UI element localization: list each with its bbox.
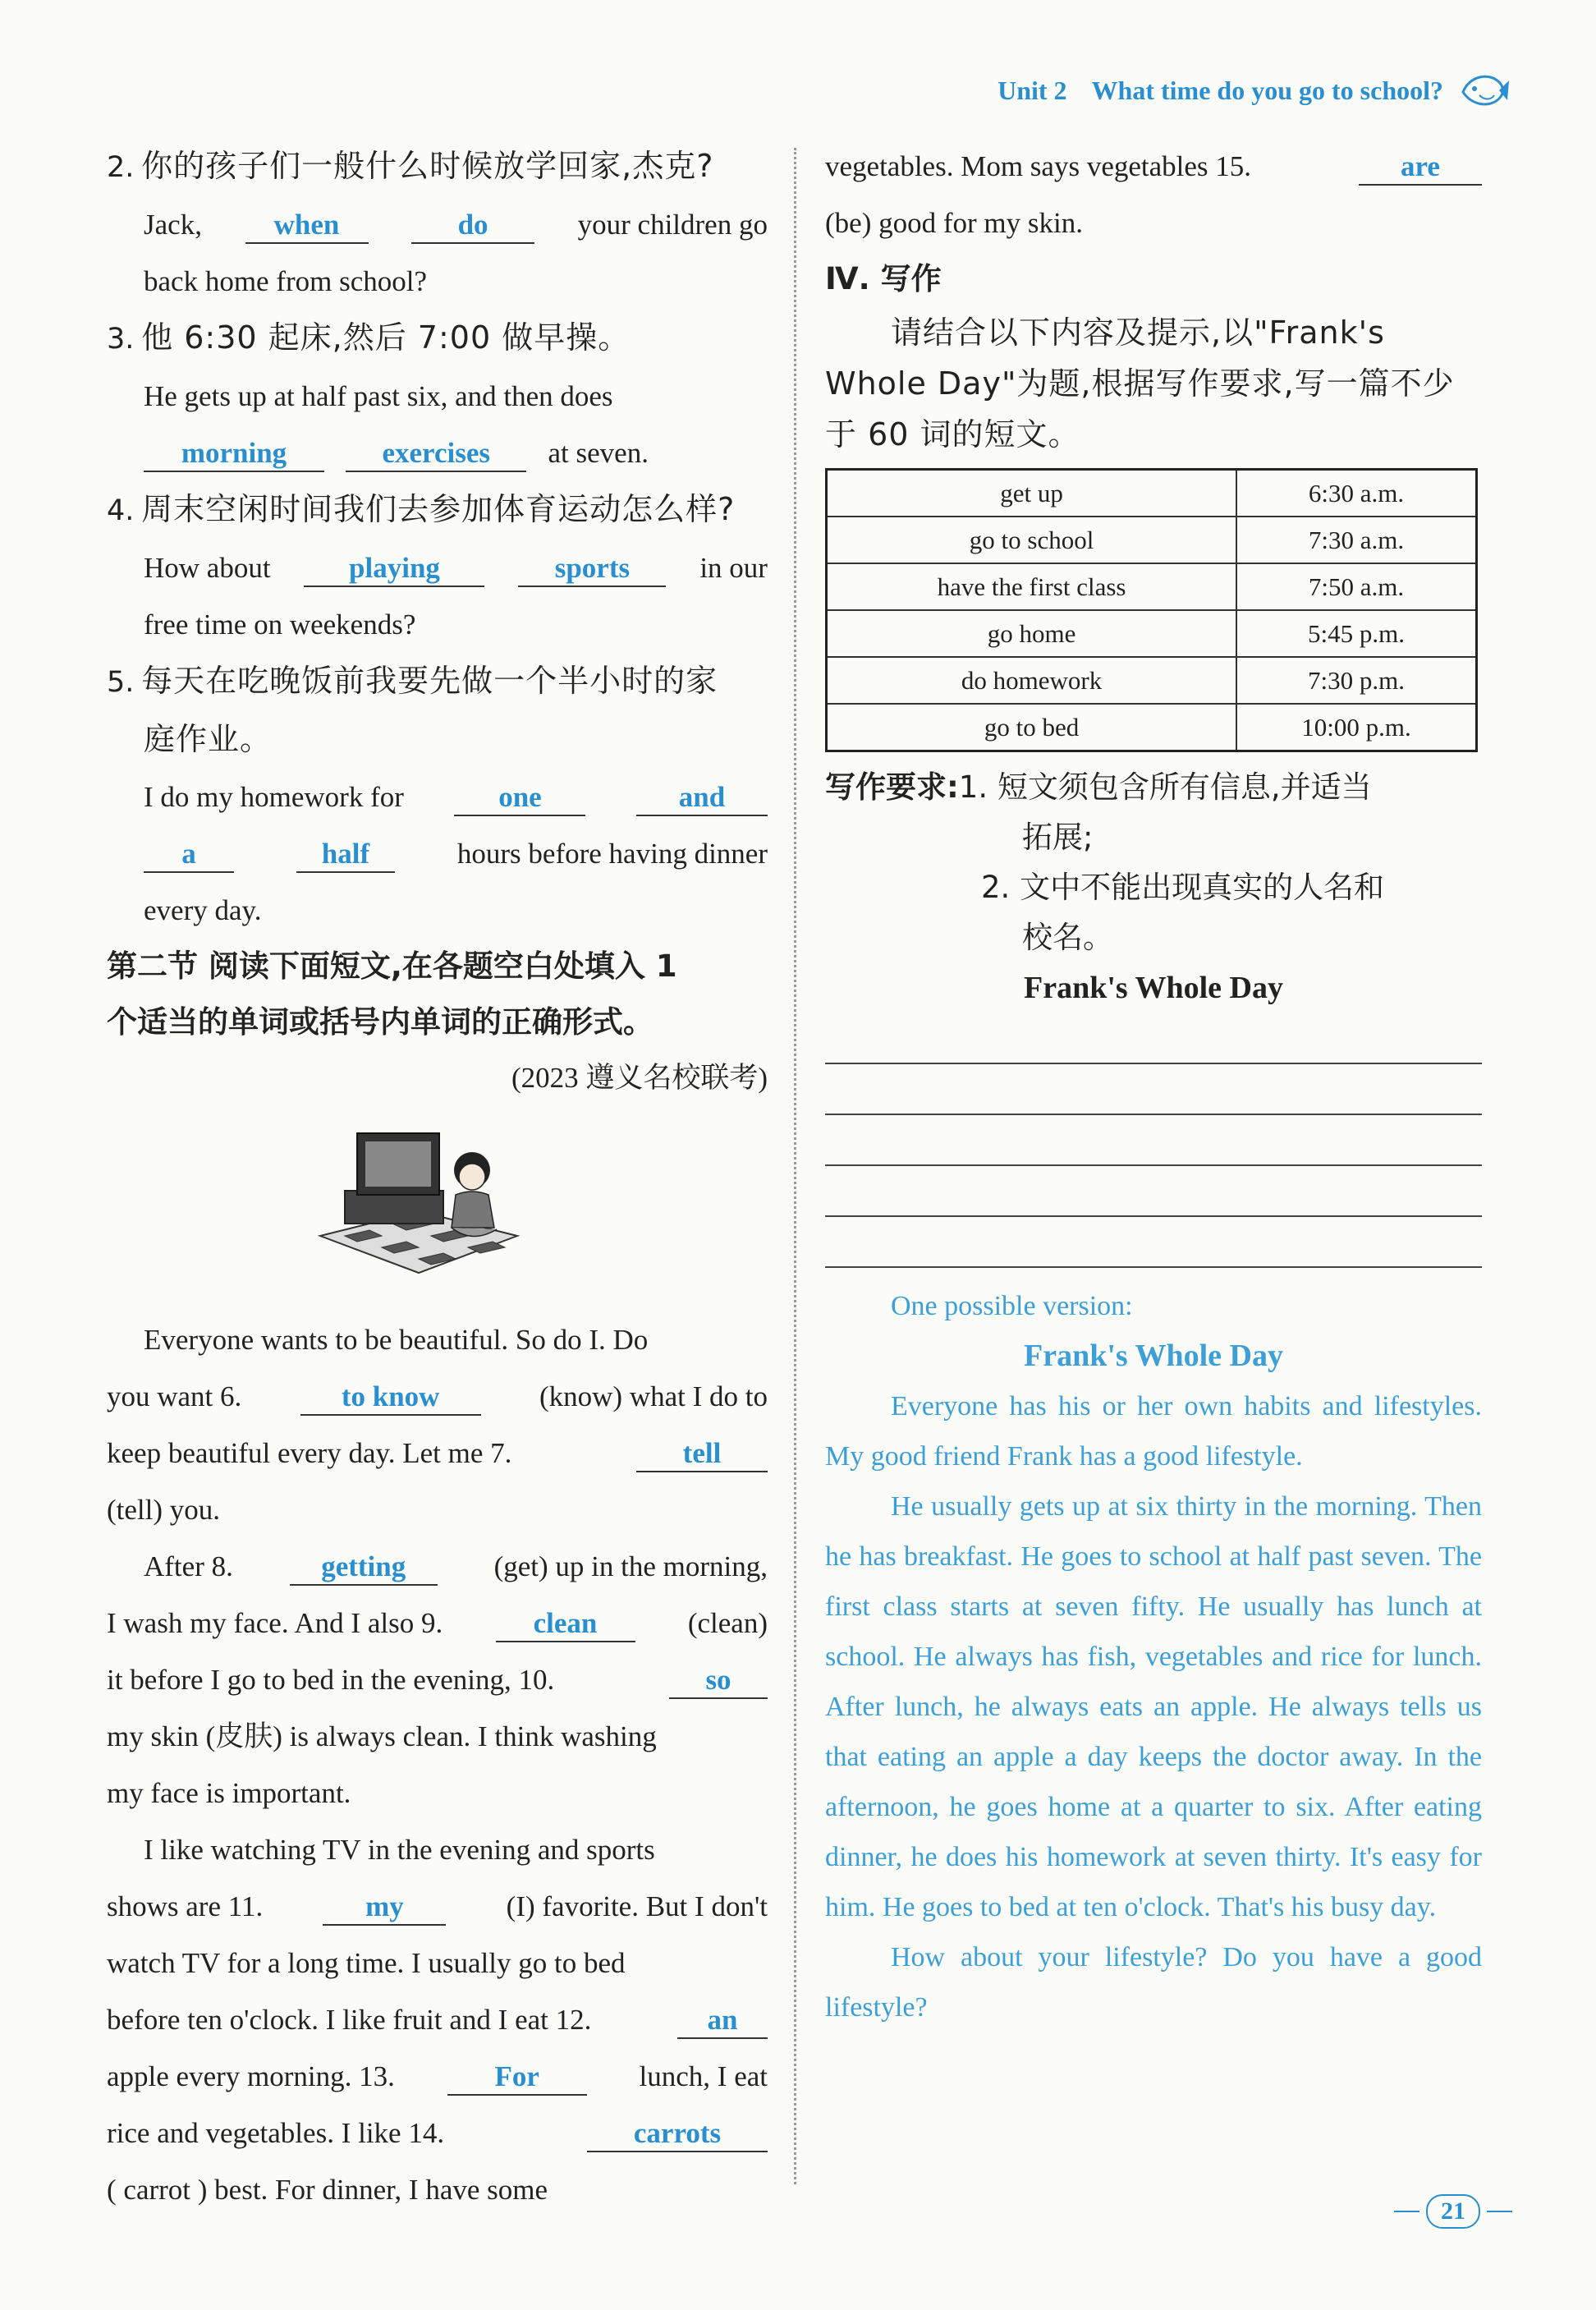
answer-title: Frank's Whole Day <box>1023 1339 1283 1373</box>
q2-english-1: Jack, when do your children go <box>107 196 768 253</box>
sample-answer <box>825 1281 1482 2032</box>
passage-line: apple every morning. 13. For lunch, I eat <box>107 2048 768 2105</box>
section-2-title-1: 第二节 阅读下面短文,在各题空白处填入 1 <box>107 948 677 984</box>
answer-blank: carrots <box>587 2116 768 2152</box>
writing-line[interactable] <box>825 1217 1482 1268</box>
passage-line: Everyone wants to be beautiful. So do I. Do <box>144 1324 649 1356</box>
q2-chinese: 2. 你的孩子们一般什么时候放学回家,杰克? <box>107 148 714 184</box>
passage-line: my face is important. <box>107 1777 351 1809</box>
q3-english-1: He gets up at half past six, and then does <box>144 380 613 412</box>
q2-english-2: back home from school? <box>144 265 428 297</box>
girl-watching-tv-illustration <box>312 1121 525 1293</box>
section-4-title: Ⅳ. 写作 <box>825 261 942 296</box>
q5-english-2: a half hours before having dinner <box>107 825 768 882</box>
answer-blank: exercises <box>346 436 526 472</box>
passage-line: it before I go to bed in the evening, 10. so <box>107 1651 768 1708</box>
writing-prompt: 于 60 词的短文。 <box>825 416 1080 452</box>
unit-title: What time do you go to school? <box>1091 75 1443 105</box>
writing-line[interactable] <box>825 1115 1482 1166</box>
passage-line: vegetables. Mom says vegetables 15. are <box>825 138 1482 195</box>
q4-english-1: How about playing sports in our <box>107 540 768 596</box>
passage-line: watch TV for a long time. I usually go to bed <box>107 1947 626 1979</box>
passage-line: (tell) you. <box>107 1494 221 1526</box>
passage-line: ( carrot ) best. For dinner, I have some <box>107 2174 548 2206</box>
left-column <box>107 138 768 2218</box>
passage-line: you want 6. to know (know) what I do to <box>107 1368 768 1425</box>
passage-line: rice and vegetables. I like 14. carrots <box>107 2105 768 2161</box>
q5-chinese-2: 庭作业。 <box>144 721 273 757</box>
answer-blank: when <box>245 208 369 244</box>
passage-line: keep beautiful every day. Let me 7. tell <box>107 1425 768 1481</box>
answer-blank: are <box>1359 149 1482 186</box>
column-divider <box>794 148 796 2184</box>
source-note: (2023 遵义名校联考) <box>511 1062 768 1094</box>
passage-line: my skin (皮肤) is always clean. I think washing <box>107 1720 657 1752</box>
passage-line: (be) good for my skin. <box>825 207 1083 239</box>
q5-chinese-1: 5. 每天在吃晚饭前我要先做一个半小时的家 <box>107 663 718 699</box>
answer-blank: to know <box>300 1380 481 1416</box>
q5-english-1: I do my homework for one and <box>107 769 768 825</box>
passage-line: shows are 11. my (I) favorite. But I don't <box>107 1878 768 1935</box>
table-row: get up 6:30 a.m. <box>827 470 1477 517</box>
table-row: go to school 7:30 a.m. <box>827 517 1477 563</box>
q4-chinese: 4. 周末空闲时间我们去参加体育运动怎么样? <box>107 491 736 527</box>
writing-line[interactable] <box>825 1013 1482 1064</box>
q3-english-2: morning exercises at seven. <box>107 425 768 481</box>
passage-line: After 8. getting (get) up in the morning, <box>107 1538 768 1595</box>
answer-blank: so <box>669 1663 768 1699</box>
writing-requirements: 写作要求:1. 短文须包含所有信息,并适当 拓展; 2. 文中不能出现真实的人名和 校名。 <box>825 769 1385 955</box>
essay-title: Frank's Whole Day <box>1023 971 1283 1005</box>
answer-paragraph: He usually gets up at six thirty in the morning. Then he has breakfast. He goes to school at half past seven. The first class starts at seven fifty. He usually has lunch at school. He always has fish, vegetables and rice for lunch. After lunch, he always eats an apple. He always tells us that eating an apple a day keeps the doctor away. In the afternoon, he goes home at a quarter to six. After eating dinner, he does his homework at seven thirty. It's easy for him. He goes to bed at ten o'clock. That's his busy day. <box>825 1491 1482 1922</box>
answer-blank: one <box>454 780 585 816</box>
q3-chinese: 3. 他 6:30 起床,然后 7:00 做早操。 <box>107 319 631 356</box>
answer-blank: For <box>447 2060 587 2096</box>
answer-blank: sports <box>518 551 666 587</box>
answer-blank: clean <box>496 1606 635 1642</box>
writing-line[interactable] <box>825 1064 1482 1115</box>
answer-blank: an <box>677 2003 768 2039</box>
unit-label: Unit 2 <box>998 75 1067 105</box>
q5-english-3: every day. <box>144 894 262 926</box>
right-column <box>825 138 1482 2032</box>
answer-blank: tell <box>636 1436 768 1472</box>
answer-blank: half <box>296 837 395 873</box>
answer-blank: playing <box>304 551 484 587</box>
table-row: go to bed 10:00 p.m. <box>827 704 1477 751</box>
answer-blank: and <box>636 780 768 816</box>
table-row: have the first class 7:50 a.m. <box>827 563 1477 610</box>
schedule-table <box>825 468 1478 752</box>
writing-lines <box>825 1013 1482 1268</box>
answer-blank: do <box>411 208 534 244</box>
writing-line[interactable] <box>825 1166 1482 1217</box>
q4-english-2: free time on weekends? <box>144 608 416 641</box>
page-header <box>887 66 1511 115</box>
answer-paragraph: Everyone has his or her own habits and lifestyles. My good friend Frank has a good lifestyle. <box>825 1391 1482 1472</box>
answer-blank: morning <box>144 436 324 472</box>
passage-line: I wash my face. And I also 9. clean (clean) <box>107 1595 768 1651</box>
passage-line: before ten o'clock. I like fruit and I eat 12. an <box>107 1991 768 2048</box>
writing-prompt: 请结合以下内容及提示,以"Frank's <box>891 315 1385 351</box>
answer-label: One possible version: <box>891 1291 1133 1321</box>
answer-paragraph: How about your lifestyle? Do you have a good lifestyle? <box>825 1942 1482 2023</box>
writing-prompt: Whole Day"为题,根据写作要求,写一篇不少 <box>825 365 1455 402</box>
fish-icon <box>1456 67 1511 113</box>
page-number: 21 <box>1387 2191 1519 2232</box>
answer-blank: a <box>144 837 234 873</box>
answer-blank: my <box>323 1890 446 1926</box>
section-2-title-2: 个适当的单词或括号内单词的正确形式。 <box>107 1004 654 1040</box>
table-row: go home 5:45 p.m. <box>827 610 1477 657</box>
passage-line: I like watching TV in the evening and sports <box>144 1834 655 1866</box>
table-row: do homework 7:30 p.m. <box>827 657 1477 704</box>
answer-blank: getting <box>290 1550 438 1586</box>
